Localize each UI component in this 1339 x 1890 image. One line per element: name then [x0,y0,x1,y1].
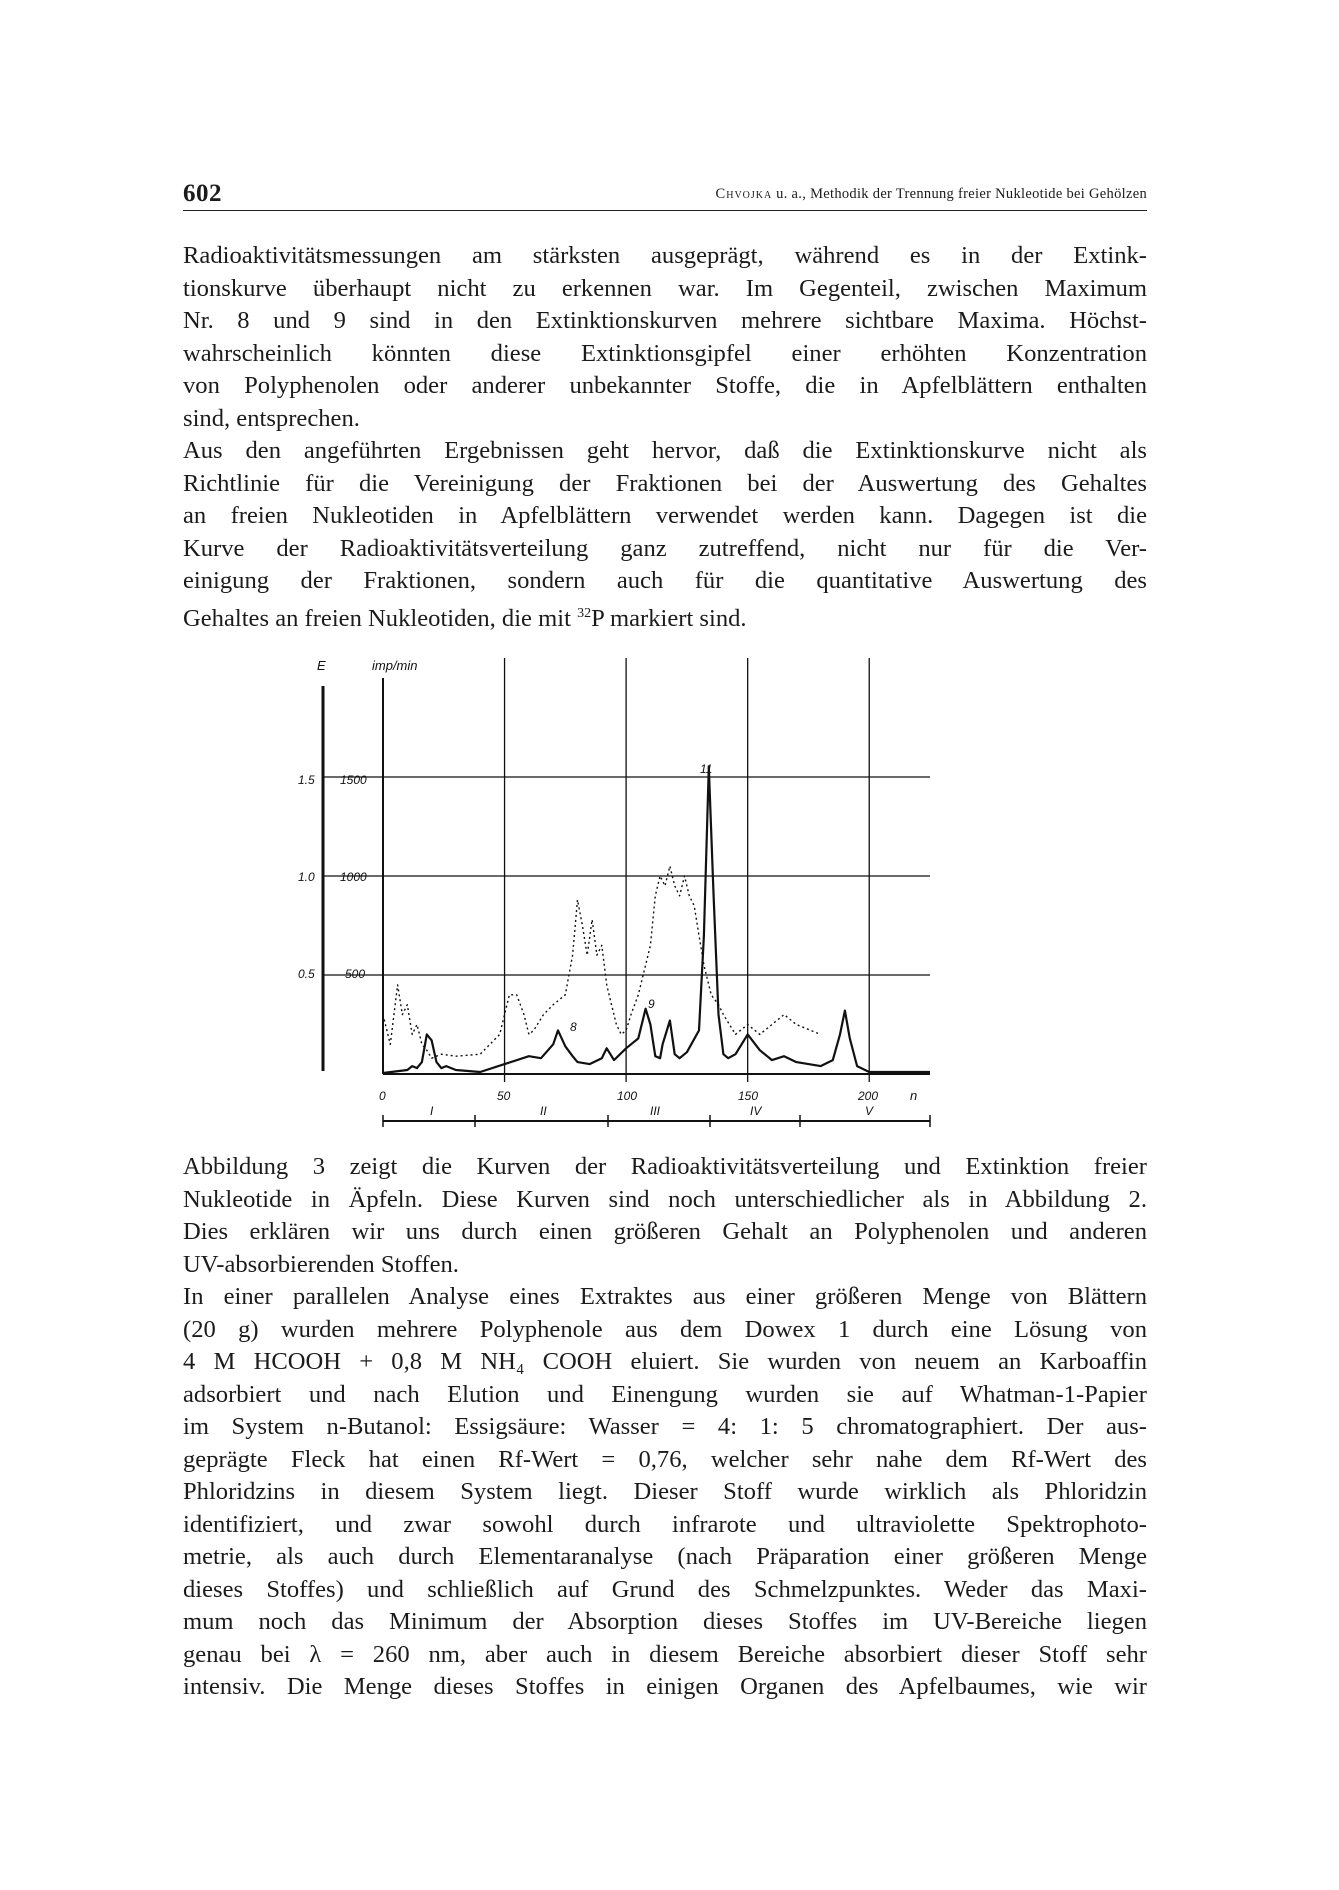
peak-label: 8 [570,1020,577,1034]
x-tick-label: 200 [858,1089,879,1103]
fraction-label: II [540,1104,547,1118]
text-line: In einer parallelen Analyse eines Extraktes aus einer größeren Menge von Blättern [183,1283,1147,1310]
text-line: identifiziert, und zwar sowohl durch infrarote und ultraviolette Spektrophoto- [183,1510,1147,1538]
text-line: sind, entsprechen. [183,404,360,432]
e-axis-label: E [317,658,326,673]
n-axis-label: n [910,1088,918,1103]
text-block-bottom [183,1151,1147,1704]
text-line: einigung der Fraktionen, sondern auch für die quantitative Auswertung des [183,567,1147,594]
x-tick-label: 150 [738,1089,759,1103]
text-segment: Gehaltes an freien Nukleotiden, die mit [183,604,578,632]
x-tick-label: 100 [617,1089,638,1103]
text-segment: P markiert sind. [591,604,747,632]
series-layer [383,767,930,1073]
e-tick-label: 1.5 [298,773,315,787]
text-line: Radioaktivitätsmessungen am stärksten ausgeprägt, während es in der Extink- [183,242,1147,269]
text-line: geprägte Fleck hat einen Rf-Wert = 0,76, welcher sehr nahe dem Rf-Wert des [183,1445,1147,1473]
text-line: Dies erklären wir uns durch einen größeren Gehalt an Polyphenolen und anderen [183,1218,1147,1245]
text-line: dieses Stoffes) und schließlich auf Grund des Schmelzpunktes. Weder das Maxi- [183,1575,1147,1603]
e-tick-label: 1.0 [298,870,315,884]
e-tick-label: 0.5 [298,967,315,981]
fraction-label: IV [750,1104,762,1118]
text-line: Phloridzins in diesem System liegt. Dieser Stoff wurde wirklich als Phloridzin [183,1478,1147,1505]
text-line: metrie, als auch durch Elementaranalyse (nach Präparation einer größeren Menge [183,1543,1147,1570]
imp-tick-label: 500 [345,967,366,981]
text-line: adsorbiert und nach Elution und Einengung wurden sie auf Whatman-1-Papier [183,1380,1147,1408]
text-line: genau bei λ = 260 nm, aber auch in diesem Bereiche absorbiert dieser Stoff sehr [183,1640,1147,1668]
extinction-curve [383,866,821,1058]
text-line: wahrscheinlich könnten diese Extinktionsgipfel einer erhöhten Konzentration [183,339,1147,367]
running-head-title: Methodik der Trennung freier Nukleotide bei Gehölzen [810,186,1147,202]
text-line: von Polyphenolen oder anderer unbekannter Stoffe, die in Apfelblättern enthalten [183,372,1147,399]
paragraph [183,435,1147,635]
text-line: intensiv. Die Menge dieses Stoffes in einigen Organen des Apfelbaumes, wie wir [183,1673,1147,1700]
text-line: Nukleotide in Äpfeln. Diese Kurven sind noch unterschiedlicher als in Abbildung 2. [183,1185,1147,1213]
isotope-superscript: 32 [577,605,592,621]
paragraph [183,1281,1147,1704]
text-line: Kurve der Radioaktivitätsverteilung ganz zutreffend, nicht nur für die Ver- [183,534,1147,562]
chart-svg [290,656,950,1136]
paragraph [183,240,1147,435]
imp-tick-label: 1000 [340,870,367,884]
paragraph [183,1151,1147,1281]
running-head-author: Chvojka [715,186,773,202]
text-line: im System n-Butanol: Essigsäure: Wasser = 4: 1: 5 chromatographiert. Der aus- [183,1413,1147,1440]
imp-tick-label: 1500 [340,773,367,787]
x-tick-label: 0 [379,1089,386,1103]
radioactivity-curve [383,767,930,1073]
text-line: (20 g) wurden mehrere Polyphenole aus dem Dowex 1 durch eine Lösung von [183,1315,1147,1343]
imp-axis-label: imp/min [372,658,418,673]
page-number: 602 [183,180,222,207]
text-block-top [183,240,1147,635]
text-line: Aus den angeführten Ergebnissen geht hervor, daß die Extinktionskurve nicht als [183,437,1147,464]
peak-label: 9 [648,997,655,1011]
figure-chart [290,656,950,1136]
grid-vertical [505,658,870,1082]
running-head-author-suffix: u. a., [772,186,811,202]
text-line: an freien Nukleotiden in Apfelblättern verwendet werden kann. Dagegen ist die [183,502,1147,529]
fraction-label: I [430,1104,434,1118]
peak-label: 11 [700,762,713,776]
running-head [716,186,1147,203]
text-line: mum noch das Minimum der Absorption dieses Stoffes im UV-Bereiche liegen [183,1608,1147,1635]
text-line: Richtlinie für die Vereinigung der Fraktionen bei der Auswertung des Gehaltes [183,469,1147,497]
text-line: 4 M HCOOH + 0,8 M NH₄ COOH eluiert. Sie wurden von neuem an Karboaffin [183,1348,1147,1375]
x-tick-label: 50 [497,1089,511,1103]
page-header [183,180,1147,211]
text-line: Nr. 8 und 9 sind in den Extinktionskurven mehrere sichtbare Maxima. Höchst- [183,307,1147,334]
text-line: Abbildung 3 zeigt die Kurven der Radioaktivitätsverteilung und Extinktion freier [183,1153,1147,1180]
fraction-label: III [650,1104,661,1118]
text-line [183,598,1147,636]
fraction-label: V [865,1104,874,1118]
text-line: UV-absorbierenden Stoffen. [183,1250,459,1278]
text-line: tionskurve überhaupt nicht zu erkennen war. Im Gegenteil, zwischen Maximum [183,274,1147,302]
